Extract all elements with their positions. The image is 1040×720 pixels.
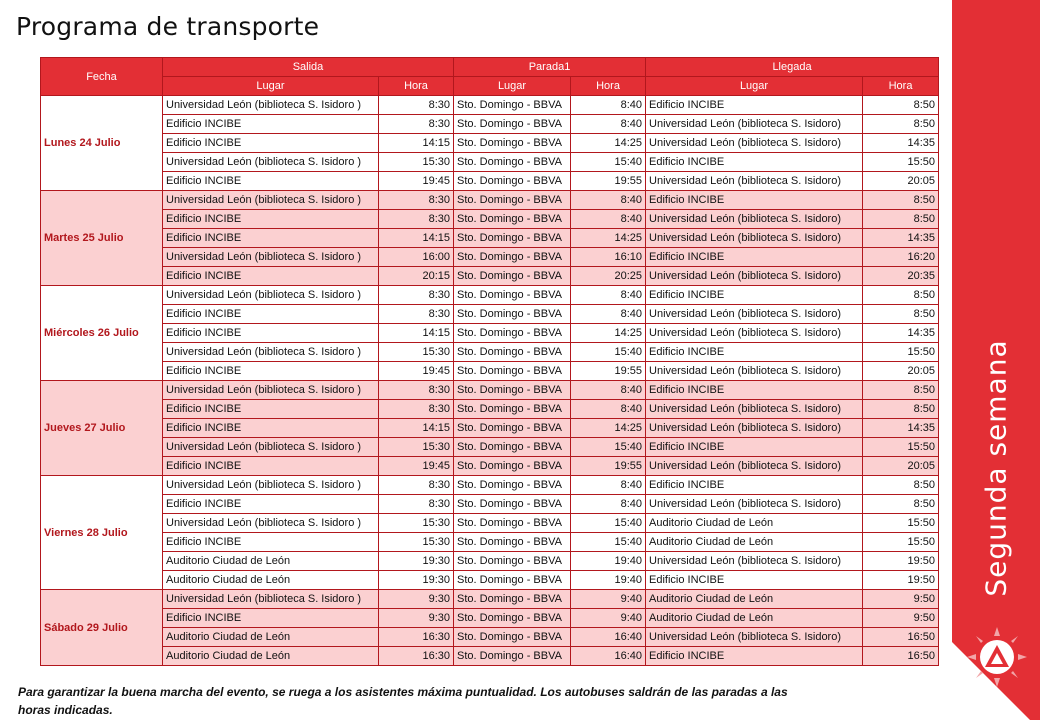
llegada-hora-cell: 15:50: [863, 343, 939, 362]
llegada-lugar-cell: Edificio INCIBE: [646, 381, 863, 400]
table-row: [41, 191, 939, 210]
llegada-lugar-cell: Edificio INCIBE: [646, 96, 863, 115]
salida-lugar-cell: Edificio INCIBE: [163, 609, 379, 628]
parada-hora-cell: 19:55: [571, 362, 646, 381]
llegada-lugar-cell: Universidad León (biblioteca S. Isidoro): [646, 419, 863, 438]
header-salida: Salida: [163, 58, 454, 77]
parada-hora-cell: 15:40: [571, 533, 646, 552]
parada-lugar-cell: Sto. Domingo - BBVA: [454, 590, 571, 609]
salida-lugar-cell: Edificio INCIBE: [163, 533, 379, 552]
salida-lugar-cell: Auditorio Ciudad de León: [163, 647, 379, 666]
salida-hora-cell: 8:30: [379, 191, 454, 210]
parada-lugar-cell: Sto. Domingo - BBVA: [454, 419, 571, 438]
salida-hora-cell: 16:30: [379, 647, 454, 666]
table-row: [41, 286, 939, 305]
parada-lugar-cell: Sto. Domingo - BBVA: [454, 229, 571, 248]
parada-hora-cell: 9:40: [571, 609, 646, 628]
llegada-hora-cell: 19:50: [863, 571, 939, 590]
llegada-hora-cell: 20:05: [863, 457, 939, 476]
llegada-hora-cell: 14:35: [863, 134, 939, 153]
table-row: [41, 96, 939, 115]
parada-hora-cell: 16:10: [571, 248, 646, 267]
salida-lugar-cell: Universidad León (biblioteca S. Isidoro ): [163, 96, 379, 115]
header-salida-lugar: Lugar: [163, 77, 379, 96]
llegada-lugar-cell: Universidad León (biblioteca S. Isidoro): [646, 400, 863, 419]
table-row: [41, 457, 939, 476]
header-salida-hora: Hora: [379, 77, 454, 96]
salida-hora-cell: 14:15: [379, 229, 454, 248]
llegada-lugar-cell: Edificio INCIBE: [646, 343, 863, 362]
header-fecha: Fecha: [41, 58, 163, 96]
parada-hora-cell: 8:40: [571, 476, 646, 495]
table-row: [41, 476, 939, 495]
salida-hora-cell: 8:30: [379, 381, 454, 400]
llegada-lugar-cell: Universidad León (biblioteca S. Isidoro): [646, 305, 863, 324]
parada-hora-cell: 8:40: [571, 191, 646, 210]
salida-lugar-cell: Edificio INCIBE: [163, 229, 379, 248]
table-row: [41, 552, 939, 571]
parada-hora-cell: 8:40: [571, 400, 646, 419]
date-cell: Viernes 28 Julio: [41, 476, 163, 590]
llegada-lugar-cell: Edificio INCIBE: [646, 286, 863, 305]
salida-lugar-cell: Edificio INCIBE: [163, 134, 379, 153]
date-cell: Jueves 27 Julio: [41, 381, 163, 476]
punctuality-note: Para garantizar la buena marcha del evento, se ruega a los asistentes máxima puntualidad. Los autobuses saldrán de las paradas a las horas indicadas.: [18, 685, 788, 717]
llegada-lugar-cell: Universidad León (biblioteca S. Isidoro): [646, 229, 863, 248]
table-row: [41, 362, 939, 381]
salida-lugar-cell: Universidad León (biblioteca S. Isidoro ): [163, 514, 379, 533]
salida-hora-cell: 19:45: [379, 457, 454, 476]
transport-schedule-table: [40, 57, 939, 666]
llegada-lugar-cell: Edificio INCIBE: [646, 647, 863, 666]
llegada-lugar-cell: Edificio INCIBE: [646, 248, 863, 267]
parada-hora-cell: 8:40: [571, 495, 646, 514]
parada-hora-cell: 8:40: [571, 286, 646, 305]
header-llegada-lugar: Lugar: [646, 77, 863, 96]
parada-hora-cell: 14:25: [571, 324, 646, 343]
llegada-lugar-cell: Universidad León (biblioteca S. Isidoro): [646, 134, 863, 153]
parada-lugar-cell: Sto. Domingo - BBVA: [454, 457, 571, 476]
parada-hora-cell: 14:25: [571, 229, 646, 248]
llegada-hora-cell: 8:50: [863, 381, 939, 400]
table-row: [41, 571, 939, 590]
salida-lugar-cell: Universidad León (biblioteca S. Isidoro ): [163, 248, 379, 267]
table-row: [41, 628, 939, 647]
llegada-hora-cell: 20:05: [863, 362, 939, 381]
parada-lugar-cell: Sto. Domingo - BBVA: [454, 552, 571, 571]
llegada-lugar-cell: Universidad León (biblioteca S. Isidoro): [646, 324, 863, 343]
parada-lugar-cell: Sto. Domingo - BBVA: [454, 305, 571, 324]
llegada-lugar-cell: Universidad León (biblioteca S. Isidoro): [646, 362, 863, 381]
llegada-hora-cell: 9:50: [863, 590, 939, 609]
salida-lugar-cell: Universidad León (biblioteca S. Isidoro ): [163, 191, 379, 210]
llegada-hora-cell: 8:50: [863, 305, 939, 324]
llegada-lugar-cell: Edificio INCIBE: [646, 571, 863, 590]
parada-hora-cell: 16:40: [571, 647, 646, 666]
table-row: [41, 229, 939, 248]
parada-hora-cell: 8:40: [571, 381, 646, 400]
llegada-hora-cell: 16:50: [863, 647, 939, 666]
salida-hora-cell: 15:30: [379, 514, 454, 533]
llegada-hora-cell: 16:20: [863, 248, 939, 267]
llegada-hora-cell: 8:50: [863, 210, 939, 229]
parada-lugar-cell: Sto. Domingo - BBVA: [454, 362, 571, 381]
header-parada-hora: Hora: [571, 77, 646, 96]
salida-hora-cell: 8:30: [379, 476, 454, 495]
page-title: Programa de transporte: [16, 12, 320, 41]
header-llegada: Llegada: [646, 58, 939, 77]
salida-lugar-cell: Edificio INCIBE: [163, 267, 379, 286]
parada-hora-cell: 8:40: [571, 305, 646, 324]
parada-hora-cell: 19:40: [571, 552, 646, 571]
parada-lugar-cell: Sto. Domingo - BBVA: [454, 438, 571, 457]
table-row: [41, 495, 939, 514]
salida-hora-cell: 15:30: [379, 533, 454, 552]
table-row: [41, 400, 939, 419]
parada-lugar-cell: Sto. Domingo - BBVA: [454, 324, 571, 343]
llegada-hora-cell: 9:50: [863, 609, 939, 628]
salida-lugar-cell: Edificio INCIBE: [163, 210, 379, 229]
parada-hora-cell: 15:40: [571, 153, 646, 172]
table-row: [41, 343, 939, 362]
table-row: [41, 172, 939, 191]
parada-hora-cell: 19:55: [571, 172, 646, 191]
parada-lugar-cell: Sto. Domingo - BBVA: [454, 571, 571, 590]
parada-lugar-cell: Sto. Domingo - BBVA: [454, 172, 571, 191]
llegada-lugar-cell: Universidad León (biblioteca S. Isidoro): [646, 172, 863, 191]
table-row: [41, 324, 939, 343]
salida-lugar-cell: Universidad León (biblioteca S. Isidoro ): [163, 590, 379, 609]
salida-hora-cell: 20:15: [379, 267, 454, 286]
salida-hora-cell: 8:30: [379, 305, 454, 324]
llegada-lugar-cell: Edificio INCIBE: [646, 476, 863, 495]
salida-hora-cell: 19:45: [379, 362, 454, 381]
date-cell: Sábado 29 Julio: [41, 590, 163, 666]
llegada-hora-cell: 15:50: [863, 533, 939, 552]
llegada-hora-cell: 14:35: [863, 229, 939, 248]
salida-lugar-cell: Universidad León (biblioteca S. Isidoro ): [163, 476, 379, 495]
salida-lugar-cell: Edificio INCIBE: [163, 305, 379, 324]
date-cell: Miércoles 26 Julio: [41, 286, 163, 381]
llegada-hora-cell: 15:50: [863, 153, 939, 172]
salida-hora-cell: 15:30: [379, 438, 454, 457]
parada-hora-cell: 15:40: [571, 343, 646, 362]
header-parada-lugar: Lugar: [454, 77, 571, 96]
table-row: [41, 647, 939, 666]
table-row: [41, 267, 939, 286]
salida-lugar-cell: Auditorio Ciudad de León: [163, 628, 379, 647]
salida-lugar-cell: Edificio INCIBE: [163, 324, 379, 343]
parada-lugar-cell: Sto. Domingo - BBVA: [454, 210, 571, 229]
parada-hora-cell: 19:55: [571, 457, 646, 476]
salida-hora-cell: 8:30: [379, 286, 454, 305]
table-row: [41, 381, 939, 400]
salida-hora-cell: 14:15: [379, 134, 454, 153]
parada-lugar-cell: Sto. Domingo - BBVA: [454, 96, 571, 115]
parada-lugar-cell: Sto. Domingo - BBVA: [454, 343, 571, 362]
llegada-lugar-cell: Auditorio Ciudad de León: [646, 514, 863, 533]
llegada-lugar-cell: Universidad León (biblioteca S. Isidoro): [646, 210, 863, 229]
parada-lugar-cell: Sto. Domingo - BBVA: [454, 286, 571, 305]
table-row: [41, 514, 939, 533]
table-row: [41, 248, 939, 267]
salida-hora-cell: 19:30: [379, 571, 454, 590]
parada-lugar-cell: Sto. Domingo - BBVA: [454, 267, 571, 286]
date-cell: Martes 25 Julio: [41, 191, 163, 286]
parada-hora-cell: 8:40: [571, 210, 646, 229]
parada-lugar-cell: Sto. Domingo - BBVA: [454, 400, 571, 419]
salida-hora-cell: 19:30: [379, 552, 454, 571]
llegada-lugar-cell: Universidad León (biblioteca S. Isidoro): [646, 267, 863, 286]
llegada-hora-cell: 8:50: [863, 191, 939, 210]
table-row: [41, 210, 939, 229]
llegada-hora-cell: 14:35: [863, 324, 939, 343]
header-llegada-hora: Hora: [863, 77, 939, 96]
llegada-hora-cell: 20:05: [863, 172, 939, 191]
salida-lugar-cell: Edificio INCIBE: [163, 172, 379, 191]
salida-lugar-cell: Edificio INCIBE: [163, 400, 379, 419]
llegada-lugar-cell: Universidad León (biblioteca S. Isidoro): [646, 495, 863, 514]
llegada-hora-cell: 8:50: [863, 115, 939, 134]
table-row: [41, 153, 939, 172]
table-row: [41, 115, 939, 134]
salida-lugar-cell: Edificio INCIBE: [163, 362, 379, 381]
llegada-lugar-cell: Universidad León (biblioteca S. Isidoro): [646, 115, 863, 134]
salida-lugar-cell: Universidad León (biblioteca S. Isidoro ): [163, 343, 379, 362]
salida-hora-cell: 16:00: [379, 248, 454, 267]
salida-hora-cell: 8:30: [379, 400, 454, 419]
event-logo-icon: [966, 626, 1028, 688]
salida-lugar-cell: Edificio INCIBE: [163, 457, 379, 476]
salida-hora-cell: 14:15: [379, 419, 454, 438]
parada-hora-cell: 14:25: [571, 419, 646, 438]
table-row: [41, 590, 939, 609]
llegada-lugar-cell: Auditorio Ciudad de León: [646, 590, 863, 609]
parada-hora-cell: 20:25: [571, 267, 646, 286]
parada-lugar-cell: Sto. Domingo - BBVA: [454, 533, 571, 552]
parada-hora-cell: 8:40: [571, 115, 646, 134]
salida-hora-cell: 8:30: [379, 115, 454, 134]
salida-hora-cell: 15:30: [379, 343, 454, 362]
llegada-hora-cell: 8:50: [863, 286, 939, 305]
llegada-lugar-cell: Universidad León (biblioteca S. Isidoro): [646, 628, 863, 647]
llegada-hora-cell: 19:50: [863, 552, 939, 571]
parada-hora-cell: 8:40: [571, 96, 646, 115]
parada-lugar-cell: Sto. Domingo - BBVA: [454, 628, 571, 647]
parada-lugar-cell: Sto. Domingo - BBVA: [454, 248, 571, 267]
llegada-hora-cell: 14:35: [863, 419, 939, 438]
schedule-body: [41, 96, 939, 666]
parada-lugar-cell: Sto. Domingo - BBVA: [454, 115, 571, 134]
parada-lugar-cell: Sto. Domingo - BBVA: [454, 153, 571, 172]
table-row: [41, 438, 939, 457]
llegada-lugar-cell: Edificio INCIBE: [646, 153, 863, 172]
salida-hora-cell: 8:30: [379, 96, 454, 115]
llegada-hora-cell: 16:50: [863, 628, 939, 647]
llegada-lugar-cell: Edificio INCIBE: [646, 438, 863, 457]
llegada-hora-cell: 8:50: [863, 400, 939, 419]
parada-lugar-cell: Sto. Domingo - BBVA: [454, 609, 571, 628]
llegada-hora-cell: 8:50: [863, 495, 939, 514]
table-row: [41, 134, 939, 153]
llegada-lugar-cell: Auditorio Ciudad de León: [646, 609, 863, 628]
salida-lugar-cell: Universidad León (biblioteca S. Isidoro ): [163, 381, 379, 400]
parada-lugar-cell: Sto. Domingo - BBVA: [454, 514, 571, 533]
table-row: [41, 305, 939, 324]
salida-hora-cell: 9:30: [379, 609, 454, 628]
salida-lugar-cell: Edificio INCIBE: [163, 419, 379, 438]
salida-hora-cell: 8:30: [379, 210, 454, 229]
week-label: Segunda semana: [979, 339, 1013, 597]
salida-lugar-cell: Auditorio Ciudad de León: [163, 571, 379, 590]
parada-hora-cell: 15:40: [571, 514, 646, 533]
llegada-lugar-cell: Edificio INCIBE: [646, 191, 863, 210]
table-row: [41, 609, 939, 628]
llegada-hora-cell: 8:50: [863, 96, 939, 115]
llegada-lugar-cell: Universidad León (biblioteca S. Isidoro): [646, 457, 863, 476]
parada-lugar-cell: Sto. Domingo - BBVA: [454, 381, 571, 400]
salida-hora-cell: 15:30: [379, 153, 454, 172]
salida-hora-cell: 8:30: [379, 495, 454, 514]
salida-hora-cell: 19:45: [379, 172, 454, 191]
llegada-lugar-cell: Universidad León (biblioteca S. Isidoro): [646, 552, 863, 571]
salida-lugar-cell: Universidad León (biblioteca S. Isidoro ): [163, 286, 379, 305]
parada-hora-cell: 16:40: [571, 628, 646, 647]
parada-lugar-cell: Sto. Domingo - BBVA: [454, 134, 571, 153]
llegada-hora-cell: 8:50: [863, 476, 939, 495]
salida-hora-cell: 9:30: [379, 590, 454, 609]
table-row: [41, 419, 939, 438]
parada-hora-cell: 19:40: [571, 571, 646, 590]
llegada-hora-cell: 15:50: [863, 514, 939, 533]
parada-hora-cell: 14:25: [571, 134, 646, 153]
header-parada: Parada1: [454, 58, 646, 77]
parada-lugar-cell: Sto. Domingo - BBVA: [454, 495, 571, 514]
salida-lugar-cell: Universidad León (biblioteca S. Isidoro ): [163, 153, 379, 172]
parada-hora-cell: 15:40: [571, 438, 646, 457]
salida-lugar-cell: Auditorio Ciudad de León: [163, 552, 379, 571]
table-row: [41, 533, 939, 552]
parada-lugar-cell: Sto. Domingo - BBVA: [454, 191, 571, 210]
salida-hora-cell: 14:15: [379, 324, 454, 343]
salida-lugar-cell: Edificio INCIBE: [163, 115, 379, 134]
salida-hora-cell: 16:30: [379, 628, 454, 647]
llegada-hora-cell: 20:35: [863, 267, 939, 286]
salida-lugar-cell: Universidad León (biblioteca S. Isidoro ): [163, 438, 379, 457]
salida-lugar-cell: Edificio INCIBE: [163, 495, 379, 514]
date-cell: Lunes 24 Julio: [41, 96, 163, 191]
parada-lugar-cell: Sto. Domingo - BBVA: [454, 647, 571, 666]
parada-hora-cell: 9:40: [571, 590, 646, 609]
llegada-lugar-cell: Auditorio Ciudad de León: [646, 533, 863, 552]
llegada-hora-cell: 15:50: [863, 438, 939, 457]
parada-lugar-cell: Sto. Domingo - BBVA: [454, 476, 571, 495]
